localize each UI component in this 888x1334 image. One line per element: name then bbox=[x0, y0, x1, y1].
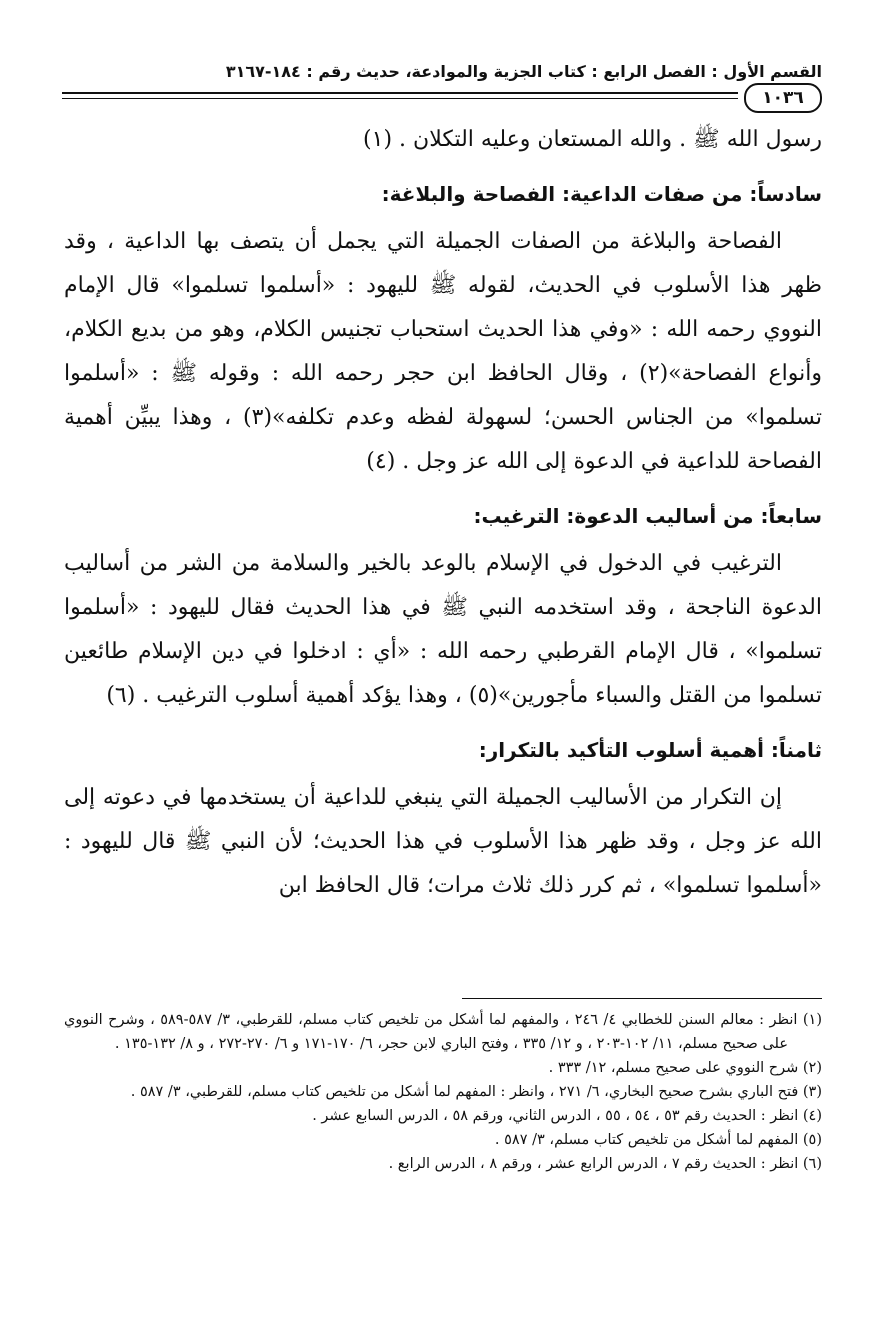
page-number: ١٠٣٦ bbox=[744, 83, 822, 113]
paragraph-eloquence: الفصاحة والبلاغة من الصفات الجميلة التي يجمل أن يتصف بها الداعية ، وقد ظهر هذا الأسلوب في الحديث، لقوله ﷺ لليهود : «أسلموا تسلموا» قال الإمام النووي رحمه الله : «وفي هذا الحديث استحباب تجنيس الكلام، وهو من بديع الكلام، وأنواع الفصاحة»(٢) ، وقال الحافظ ابن حجر رحمه الله : وقوله ﷺ : «أسلموا تسلموا» من الجناس الحسن؛ لسهولة لفظه وعدم تكلفه»(٣) ، وهذا يبيِّن أهمية الفصاحة للداعية في الدعوة إلى الله عز وجل . (٤) bbox=[64, 229, 822, 474]
paragraph-continued: رسول الله ﷺ . والله المستعان وعليه التكلان . (١) bbox=[363, 127, 822, 152]
paragraph-encouragement: الترغيب في الدخول في الإسلام بالوعد بالخير والسلامة من الشر من أساليب الدعوة الناجحة ، وقد استخدمه النبي ﷺ في هذا الحديث فقال لليهود : «أسلموا تسلموا» ، قال الإمام القرطبي رحمه الله : «أي : ادخلوا في دين الإسلام طائعين تسلموا من القتل والسباء مأجورين»(٥) ، وهذا يؤكد أهمية أسلوب الترغيب . (٦) bbox=[64, 551, 822, 708]
section-heading-eighth: ثامناً: أهمية أسلوب التأكيد بالتكرار: bbox=[478, 738, 822, 762]
footnote-rule bbox=[462, 998, 822, 999]
footnote-2: (٢) شرح النووي على صحيح مسلم، ١٢/ ٣٣٣ . bbox=[548, 1060, 822, 1076]
footnote-6: (٦) انظر : الحديث رقم ٧ ، الدرس الرابع عشر ، ورقم ٨ ، الدرس الرابع . bbox=[388, 1156, 822, 1172]
main-text bbox=[64, 118, 822, 908]
running-header: القسم الأول : الفصل الرابع : كتاب الجزية والموادعة، حديث رقم : ١٨٤-٣١٦٧ bbox=[225, 62, 822, 81]
section-heading-seventh: سابعاً: من أساليب الدعوة: الترغيب: bbox=[473, 504, 822, 528]
footnote-3: (٣) فتح الباري بشرح صحيح البخاري، ٦/ ٢٧١ ، وانظر : المفهم لما أشكل من تلخيص كتاب مسلم، للقرطبي، ٣/ ٥٨٧ . bbox=[130, 1084, 822, 1100]
footnote-1: (١) انظر : معالم السنن للخطابي ٤/ ٢٤٦ ، والمفهم لما أشكل من تلخيص كتاب مسلم، للقرطبي، ٣/ ٥٨٧-٥٨٩ ، وشرح النووي على صحيح مسلم، ١١/ ١٠٢-٢٠٣ ، و ١٢/ ٣٣٥ ، وفتح الباري لابن حجر، ٦/ ١٧٠-١٧١ و ٦/ ٢٧٠-٢٧٢ ، و ٨/ ١٣٢-١٣٥ . bbox=[64, 1012, 822, 1052]
footnote-4: (٤) انظر : الحديث رقم ٥٣ ، ٥٤ ، ٥٥ ، الدرس الثاني، ورقم ٥٨ ، الدرس السابع عشر . bbox=[312, 1108, 822, 1124]
footnotes bbox=[64, 1008, 822, 1176]
section-heading-sixth: سادساً: من صفات الداعية: الفصاحة والبلاغة: bbox=[381, 182, 822, 206]
paragraph-repetition: إن التكرار من الأساليب الجميلة التي ينبغي للداعية أن يستخدمها في دعوته إلى الله عز وجل ، وقد ظهر هذا الأسلوب في هذا الحديث؛ لأن النبي ﷺ قال لليهود : «أسلموا تسلموا» ، ثم كرر ذلك ثلاث مرات؛ قال الحافظ ابن bbox=[64, 785, 822, 898]
header-rule bbox=[62, 92, 738, 99]
footnote-5: (٥) المفهم لما أشكل من تلخيص كتاب مسلم، ٣/ ٥٨٧ . bbox=[494, 1132, 822, 1148]
